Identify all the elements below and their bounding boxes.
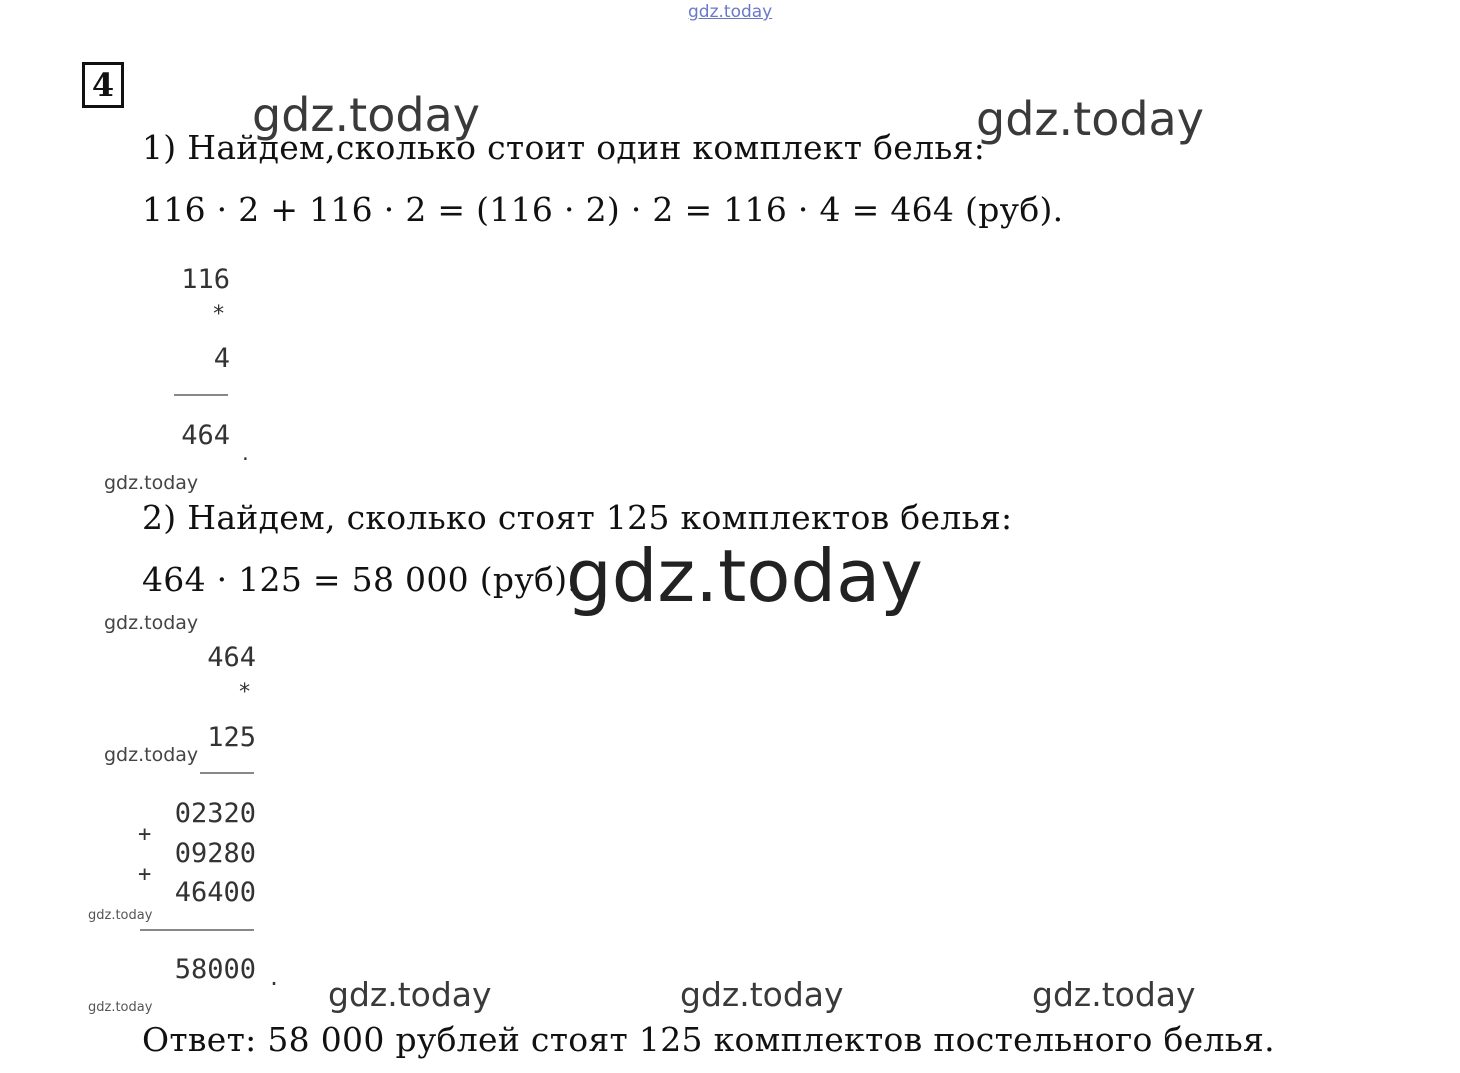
watermark-tiny: gdz.today	[88, 1000, 153, 1015]
step2-title: 2) Найдем, сколько стоят 125 комплектов белья:	[142, 498, 1013, 537]
step2-multiplier: 125	[207, 722, 256, 753]
watermark-huge: gdz.today	[566, 534, 923, 618]
step1-multiply-sign: *	[212, 302, 226, 327]
watermark-small: gdz.today	[104, 744, 199, 766]
step1-top-number: 116	[181, 264, 230, 295]
step1-result-mark: .	[240, 444, 251, 465]
step1-multiplier: 4	[213, 343, 230, 374]
step2-partial-3: 46400	[174, 877, 256, 908]
step2-result: 58000	[174, 954, 256, 985]
watermark-small: gdz.today	[104, 612, 199, 634]
step2-multiply-sign: *	[238, 680, 252, 705]
watermark-top: gdz.today	[688, 2, 773, 22]
watermark-bottom-2: gdz.today	[680, 975, 844, 1014]
step2-plus-sign-1: +	[138, 822, 152, 847]
answer-text: Ответ: 58 000 рублей стоят 125 комплектов постельного белья.	[142, 1020, 1275, 1059]
watermark-bottom-1: gdz.today	[328, 975, 492, 1014]
step2-divider-2	[140, 929, 254, 931]
step2-top-number: 464	[207, 642, 256, 673]
watermark-tiny: gdz.today	[88, 908, 153, 923]
step1-result: 464	[181, 420, 230, 451]
step2-plus-sign-2: +	[138, 862, 152, 887]
watermark-small: gdz.today	[104, 472, 199, 494]
step1-equation: 116 · 2 + 116 · 2 = (116 · 2) · 2 = 116 · 4 = 464 (руб).	[142, 190, 1064, 229]
watermark-large-right: gdz.today	[976, 92, 1204, 146]
step1-title: 1) Найдем,сколько стоит один комплект белья:	[142, 128, 986, 167]
step2-divider-1	[200, 772, 254, 774]
watermark-bottom-3: gdz.today	[1032, 975, 1196, 1014]
step2-result-mark: .	[268, 966, 281, 990]
step2-partial-1: 02320	[174, 798, 256, 829]
step2-partial-2: 09280	[174, 838, 256, 869]
step2-equation: 464 · 125 = 58 000 (руб).	[142, 560, 579, 599]
step1-divider	[174, 394, 228, 396]
task-number: 4	[82, 62, 124, 108]
watermark-large-left: gdz.today	[252, 88, 480, 142]
